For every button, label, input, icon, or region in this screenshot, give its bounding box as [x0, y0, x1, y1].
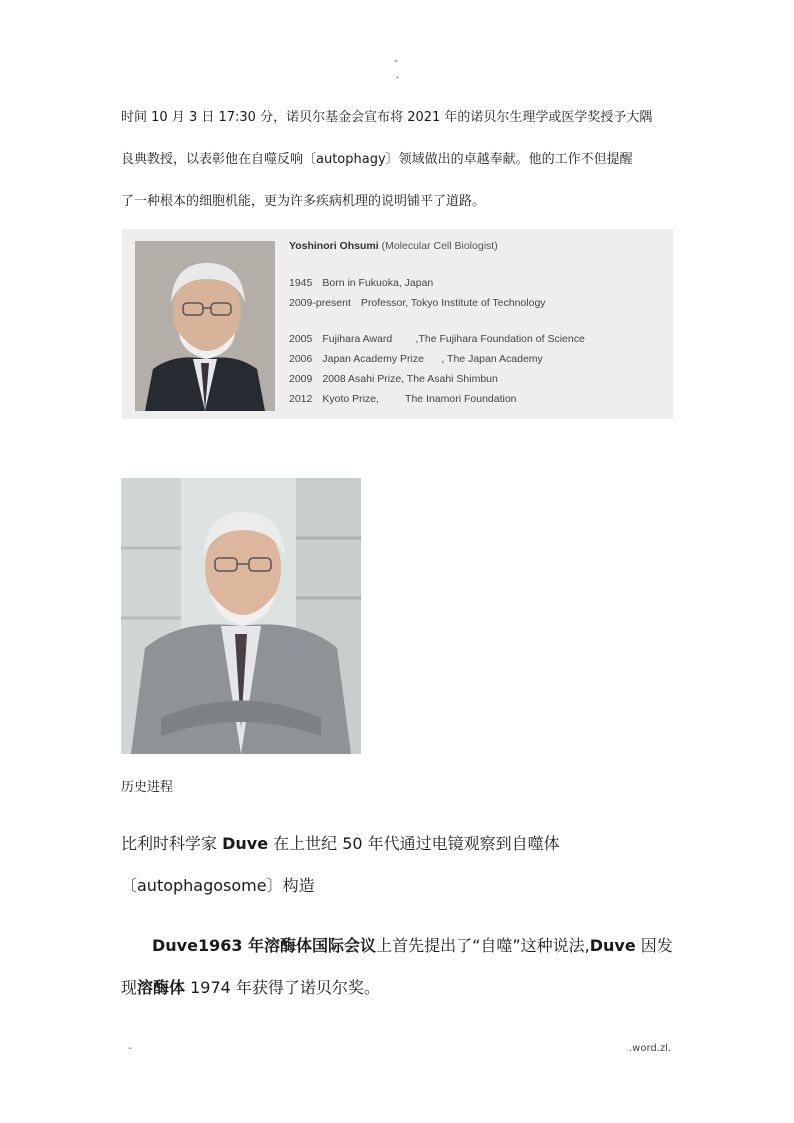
bio-desc: Professor, Tokyo Institute of Technology	[360, 297, 546, 309]
bio-desc: Kyoto Prize, The Inamori Foundation	[322, 393, 517, 405]
history-text: 在上世纪 50 年代通过电镜观察到自噬体	[268, 834, 560, 853]
bio-item	[289, 277, 433, 289]
bio-year: 2009	[289, 373, 313, 385]
bio-name-line	[289, 240, 498, 252]
bio-year: 2009-present	[289, 297, 351, 309]
history-line-4	[121, 977, 380, 999]
history-bold: Duve	[589, 936, 636, 955]
bio-desc: Fujihara Award ,The Fujihara Foundation of Science	[322, 333, 585, 345]
footer-left: -	[128, 1043, 132, 1054]
bio-year: 1945	[289, 277, 313, 289]
bio-year: 2012	[289, 393, 313, 405]
bio-name: Yoshinori Ohsumi	[289, 240, 379, 252]
bio-year: 2005	[289, 333, 313, 345]
history-text: 上首先提出了“自噬”这种说法,	[376, 936, 590, 955]
history-bold: 溶酶体	[137, 978, 186, 997]
footer-right: .word.zl.	[629, 1043, 672, 1054]
bio-card	[122, 229, 673, 419]
history-bold: Duve	[222, 834, 269, 853]
lab-portrait-photo	[121, 478, 361, 754]
lab-portrait-illustration	[121, 478, 361, 754]
intro-line-1: 时间 10 月 3 日 17:30 分，诺贝尔基金会宣布将 2021 年的诺贝尔生理学或医学奖授予大隅	[121, 110, 653, 125]
bio-year: 2006	[289, 353, 313, 365]
bio-item	[289, 393, 517, 405]
bio-item	[289, 373, 498, 385]
history-line-1	[121, 833, 560, 855]
history-bold: Duve1963 年溶酶体国际会议	[152, 936, 377, 955]
intro-line-2: 良典教授，以表彰他在自噬反响〔autophagy〕领域做出的卓越奉献。他的工作不但提醒	[121, 152, 633, 167]
bio-desc: Japan Academy Prize , The Japan Academy	[322, 353, 543, 365]
bio-item	[289, 333, 585, 345]
history-line-3	[152, 935, 673, 957]
portrait-illustration	[135, 241, 275, 411]
intro-line-3: 了一种根本的细胞机能，更为许多疾病机理的说明铺平了道路。	[121, 194, 486, 209]
bio-item	[289, 353, 543, 365]
bio-item	[289, 297, 546, 309]
header-dot: .	[396, 70, 400, 81]
bio-role: (Molecular Cell Biologist)	[378, 240, 498, 252]
history-line-2: 〔autophagosome〕构造	[121, 876, 315, 895]
bio-desc: 2008 Asahi Prize, The Asahi Shimbun	[322, 373, 498, 385]
header-mark: -	[394, 56, 398, 67]
bio-desc: Born in Fukuoka, Japan	[322, 277, 434, 289]
caption-history: 历史进程	[121, 780, 174, 795]
portrait-photo	[135, 241, 275, 411]
history-text: 因发	[635, 936, 673, 955]
history-text: 现	[121, 978, 138, 997]
history-text: 比利时科学家	[121, 834, 223, 853]
history-text: 1974 年获得了诺贝尔奖。	[185, 978, 380, 997]
